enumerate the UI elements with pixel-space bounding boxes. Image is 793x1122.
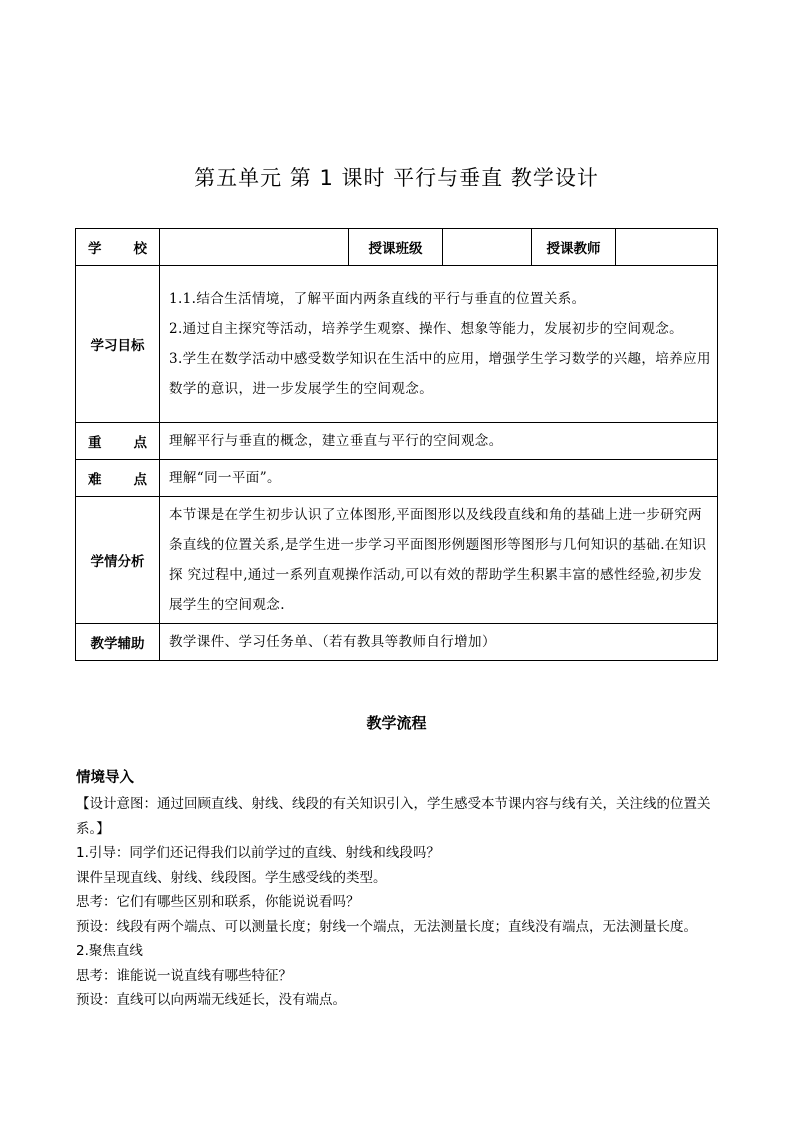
analysis-cell bbox=[160, 497, 718, 624]
school-value-cell bbox=[160, 229, 349, 266]
key-point-text: 理解平行与垂直的概念，建立垂直与平行的空间观念。 bbox=[169, 433, 503, 449]
aids-cell bbox=[160, 624, 718, 661]
school-label-char-2: 校 bbox=[133, 241, 147, 257]
school-label-char-1: 学 bbox=[88, 241, 102, 257]
flow-line: 【设计意图：通过回顾直线、射线、线段的有关知识引入，学生感受本节课内容与线有关，关注线的位置关系。】 bbox=[76, 796, 711, 837]
flow-line: 1.引导：同学们还记得我们以前学过的直线、射线和线段吗？ bbox=[76, 845, 440, 861]
school-label-cell bbox=[76, 229, 160, 266]
flow-line: 预设：线段有两个端点、可以测量长度；射线一个端点，无法测量长度；直线没有端点，无法测量长度。 bbox=[76, 918, 697, 935]
table-row bbox=[76, 423, 718, 460]
table-row bbox=[76, 229, 718, 266]
analysis-text: 本节课是在学生初步认识了立体图形,平面图形以及线段直线和角的基础上进一步研究两条直线的位置关系,是学生进一步学习平面图形例题图形等图形与几何知识的基础.在知识探 究过程中,通过一系列直观操作活动,可以有效的帮助学生积累丰富的感性经验,初步发展学生的空间观念. bbox=[169, 507, 707, 613]
objective-item: 2.通过自主探究等活动，培养学生观察、操作、想象等能力，发展初步的空间观念。 bbox=[169, 321, 684, 337]
section-heading: 情境导入 bbox=[76, 770, 134, 786]
flow-line: 思考：谁能说一说直线有哪些特征？ bbox=[76, 967, 292, 984]
teacher-label: 授课教师 bbox=[532, 229, 616, 266]
difficulty-label-char-1: 难 bbox=[88, 472, 102, 488]
key-label-char-1: 重 bbox=[88, 435, 102, 451]
table-row bbox=[76, 497, 718, 624]
difficulty-cell bbox=[160, 460, 718, 497]
table-row bbox=[76, 624, 718, 661]
teaching-flow-body bbox=[76, 764, 726, 1013]
objective-item: 1.1.结合生活情境，了解平面内两条直线的平行与垂直的位置关系。 bbox=[169, 291, 586, 307]
flow-line: 思考：它们有哪些区别和联系，你能说说看吗？ bbox=[76, 894, 360, 910]
objectives-cell bbox=[160, 266, 718, 423]
difficulty-text: 理解“同一平面”。 bbox=[169, 470, 281, 486]
table-row bbox=[76, 266, 718, 423]
class-label: 授课班级 bbox=[349, 229, 443, 266]
aids-text: 教学课件、学习任务单、（若有教具等教师自行增加） bbox=[169, 634, 496, 650]
teaching-flow-title: 教学流程 bbox=[366, 714, 427, 732]
flow-line: 课件呈现直线、射线、线段图。学生感受线的类型。 bbox=[76, 869, 387, 886]
key-point-cell bbox=[160, 423, 718, 460]
objective-item: 3.学生在数学活动中感受数学知识在生活中的应用，增强学生学习数学的兴趣，培养应用数学的意识，进一步发展学生的空间观念。 bbox=[169, 351, 711, 397]
table-row bbox=[76, 460, 718, 497]
analysis-label: 学情分析 bbox=[76, 497, 160, 624]
flow-line: 2.聚焦直线 bbox=[76, 943, 143, 959]
difficulty-label-cell bbox=[76, 460, 160, 497]
aids-label: 教学辅助 bbox=[76, 624, 160, 661]
key-label-char-2: 点 bbox=[133, 435, 147, 451]
difficulty-label-char-2: 点 bbox=[133, 472, 147, 488]
teacher-value-cell bbox=[616, 229, 718, 266]
document-title: 第五单元 第 1 课时 平行与垂直 教学设计 bbox=[194, 166, 599, 190]
lesson-info-table bbox=[75, 228, 718, 661]
key-label-cell bbox=[76, 423, 160, 460]
class-value-cell bbox=[443, 229, 532, 266]
objectives-label: 学习目标 bbox=[76, 266, 160, 423]
flow-line: 预设：直线可以向两端无线延长，没有端点。 bbox=[76, 992, 346, 1008]
